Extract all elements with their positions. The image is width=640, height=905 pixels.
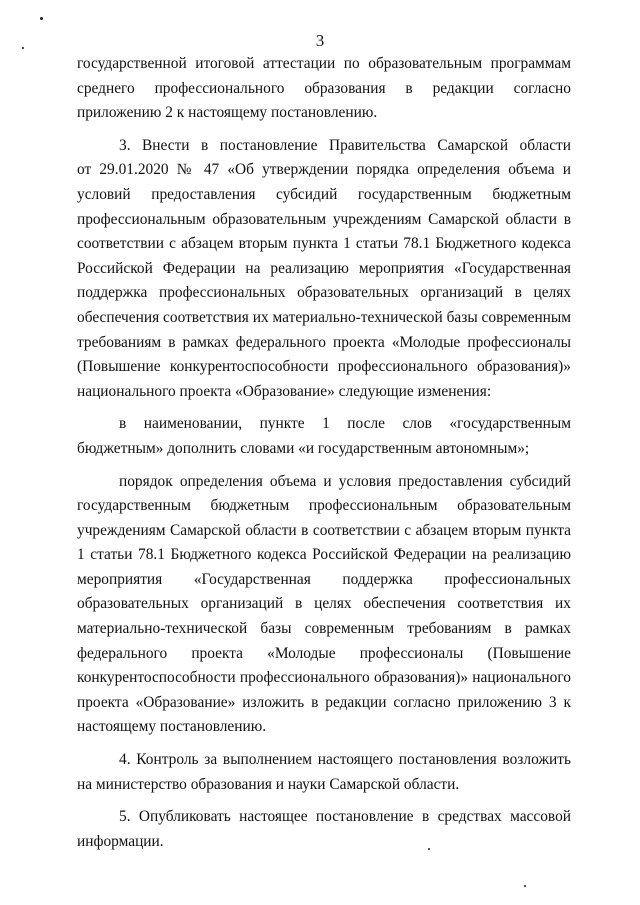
page-number: 3: [315, 31, 325, 50]
text-line: порядок определения объема и условия предоставления субсидий: [119, 472, 571, 490]
paragraph-item-5: [77, 805, 571, 854]
text-line: от 29.01.2020 № 47 «Об утверждении порядка определения объема и: [77, 161, 571, 179]
text-line: условий предоставления субсидий государственным бюджетным: [77, 185, 571, 203]
text-line: 1 статьи 78.1 Бюджетного кодекса Российской Федерации на реализацию: [77, 546, 571, 564]
paragraph-continuation: [77, 52, 571, 126]
text-line: в наименовании, пункте 1 после слов «государственным: [119, 415, 571, 433]
text-line: соответствии с абзацем вторым пункта 1 статьи 78.1 Бюджетного кодекса: [77, 235, 571, 253]
scan-speck: [40, 17, 43, 20]
text-line: государственным бюджетным профессиональным образовательным: [77, 497, 571, 515]
text-line: приложению 2 к настоящему постановлению.: [77, 104, 378, 122]
text-line: информации.: [77, 832, 164, 850]
text-line: 5. Опубликовать настоящее постановление в средствах массовой: [119, 808, 571, 826]
text-line: учреждениям Самарской области в соответствии с абзацем вторым пункта: [77, 521, 571, 539]
text-line: федерального проекта «Молодые профессионалы (Повышение: [77, 644, 571, 662]
text-line: материально-технической базы современным требованиям в рамках: [77, 620, 571, 638]
text-line: поддержка профессиональных образовательных организаций в целях: [77, 284, 571, 302]
document-body: [77, 52, 571, 854]
text-line: требованиям в рамках федерального проекта «Молодые профессионалы: [77, 333, 571, 351]
text-line: проекта «Образование» изложить в редакции согласно приложению 3 к: [77, 693, 571, 711]
text-line: бюджетным» дополнить словами «и государственным автономным»;: [77, 439, 530, 457]
text-line: настоящему постановлению.: [77, 718, 267, 736]
text-line: среднего профессионального образования в редакции согласно: [77, 79, 571, 97]
text-line: мероприятия «Государственная поддержка профессиональных: [77, 570, 571, 588]
text-line: национального проекта «Образование» следующие изменения:: [77, 382, 492, 400]
text-line: государственной итоговой аттестации по образовательным программам: [77, 55, 571, 72]
text-line: образовательных организаций в целях обеспечения соответствия их: [77, 595, 571, 613]
text-line: обеспечения соответствия их материально-технической базы современным: [77, 308, 571, 326]
paragraph-item-3-change-1: [77, 412, 571, 461]
paragraph-item-4: [77, 748, 571, 797]
text-line: профессиональным образовательным учреждениям Самарской области в: [77, 210, 571, 228]
text-line: Российской Федерации на реализацию мероприятия «Государственная: [77, 259, 571, 277]
text-line: 4. Контроль за выполнением настоящего постановления возложить: [119, 751, 571, 769]
paragraph-item-3-change-2: [77, 470, 571, 741]
text-line: 3. Внести в постановление Правительства Самарской области: [119, 136, 571, 154]
text-line: конкурентоспособности профессионального образования)» национального: [77, 669, 571, 687]
text-line: на министерство образования и науки Самарской области.: [77, 775, 460, 793]
text-line: (Повышение конкурентоспособности профессионального образования)»: [77, 358, 571, 376]
paragraph-item-3: [77, 134, 571, 405]
scan-speck: [524, 885, 526, 887]
